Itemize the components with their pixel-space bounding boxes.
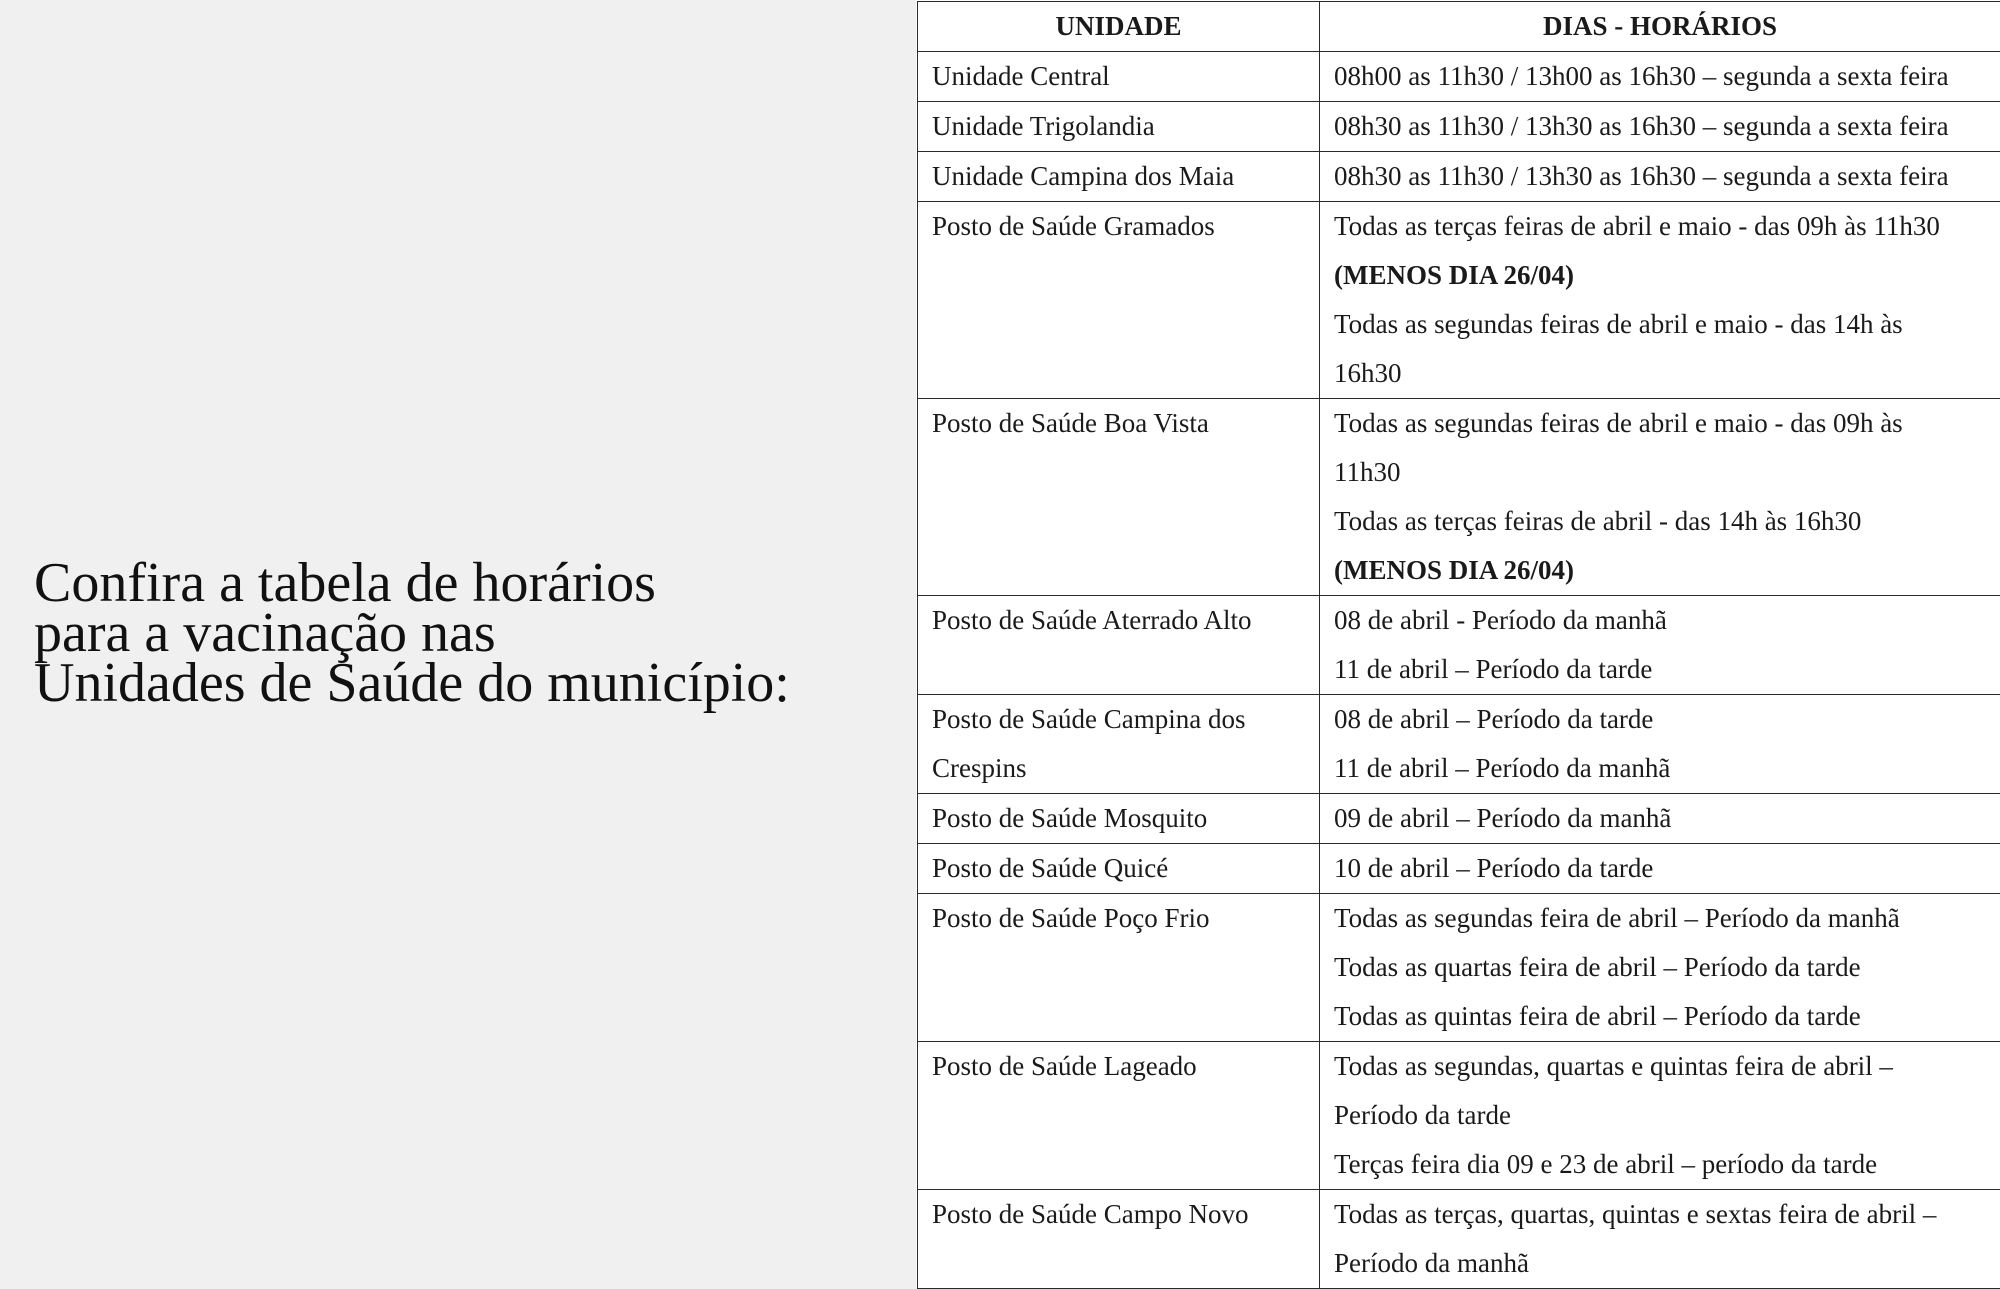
unidade-name-line: Posto de Saúde Quicé xyxy=(932,844,1305,893)
unidade-name-line: Posto de Saúde Campina dos xyxy=(932,695,1305,744)
cell-dias-horarios xyxy=(1320,152,2000,202)
schedule-exception-note: (MENOS DIA 26/04) xyxy=(1334,251,1986,300)
cell-dias-horarios xyxy=(1320,794,2000,844)
unidade-name-line: Posto de Saúde Campo Novo xyxy=(932,1190,1305,1239)
schedule-line: Todas as segundas feiras de abril e maio - das 09h às xyxy=(1334,399,1986,448)
schedule-line: 11h30 xyxy=(1334,448,1986,497)
cell-unidade xyxy=(918,1042,1320,1190)
cell-dias-horarios xyxy=(1320,1042,2000,1190)
headline-panel xyxy=(0,0,916,1288)
cell-dias-horarios xyxy=(1320,596,2000,695)
cell-dias-horarios xyxy=(1320,1190,2000,1289)
schedule-line: Terças feira dia 09 e 23 de abril – período da tarde xyxy=(1334,1140,1986,1189)
unidade-name-line: Crespins xyxy=(932,744,1305,793)
cell-dias-horarios xyxy=(1320,399,2000,596)
unidade-name-line: Posto de Saúde Aterrado Alto xyxy=(932,596,1305,645)
cell-unidade xyxy=(918,152,1320,202)
cell-dias-horarios xyxy=(1320,202,2000,399)
schedule-line: 10 de abril – Período da tarde xyxy=(1334,844,1986,893)
cell-unidade xyxy=(918,102,1320,152)
table-row xyxy=(918,399,2000,596)
table-row xyxy=(918,894,2000,1042)
unidade-name-line: Posto de Saúde Lageado xyxy=(932,1042,1305,1091)
table-row xyxy=(918,1190,2000,1289)
cell-dias-horarios xyxy=(1320,894,2000,1042)
column-header-unidade: UNIDADE xyxy=(918,2,1320,52)
headline xyxy=(34,558,914,708)
cell-unidade xyxy=(918,1190,1320,1289)
schedule-table-body xyxy=(918,52,2000,1289)
cell-dias-horarios xyxy=(1320,844,2000,894)
table-row xyxy=(918,202,2000,399)
unidade-name-line: Unidade Central xyxy=(932,52,1305,101)
cell-unidade xyxy=(918,894,1320,1042)
table-row xyxy=(918,1042,2000,1190)
cell-dias-horarios xyxy=(1320,102,2000,152)
schedule-table xyxy=(917,1,2000,1289)
schedule-panel xyxy=(916,0,2000,1288)
schedule-line: 09 de abril – Período da manhã xyxy=(1334,794,1986,843)
schedule-line: Todas as segundas, quartas e quintas feira de abril – xyxy=(1334,1042,1986,1091)
schedule-line: 08h00 as 11h30 / 13h00 as 16h30 – segunda a sexta feira xyxy=(1334,52,1986,101)
table-row xyxy=(918,102,2000,152)
table-row xyxy=(918,596,2000,695)
schedule-line: Todas as quartas feira de abril – Período da tarde xyxy=(1334,943,1986,992)
schedule-line: Todas as terças, quartas, quintas e sextas feira de abril – xyxy=(1334,1190,1986,1239)
cell-unidade xyxy=(918,52,1320,102)
table-row xyxy=(918,152,2000,202)
column-header-dias-horarios: DIAS - HORÁRIOS xyxy=(1320,2,2000,52)
schedule-line: 08h30 as 11h30 / 13h30 as 16h30 – segunda a sexta feira xyxy=(1334,102,1986,151)
schedule-line: Todas as segundas feiras de abril e maio - das 14h às xyxy=(1334,300,1986,349)
schedule-line: Período da tarde xyxy=(1334,1091,1986,1140)
headline-line: Confira a tabela de horários xyxy=(34,558,914,608)
cell-unidade xyxy=(918,399,1320,596)
cell-unidade xyxy=(918,596,1320,695)
schedule-line: Período da manhã xyxy=(1334,1239,1986,1288)
unidade-name-line: Unidade Campina dos Maia xyxy=(932,152,1305,201)
unidade-name-line: Unidade Trigolandia xyxy=(932,102,1305,151)
table-header-row xyxy=(918,2,2000,52)
schedule-line: 08 de abril – Período da tarde xyxy=(1334,695,1986,744)
schedule-line: Todas as segundas feira de abril – Período da manhã xyxy=(1334,894,1986,943)
schedule-line: Todas as terças feiras de abril - das 14h às 16h30 xyxy=(1334,497,1986,546)
schedule-line: 16h30 xyxy=(1334,349,1986,398)
unidade-name-line: Posto de Saúde Gramados xyxy=(932,202,1305,251)
schedule-line: 11 de abril – Período da manhã xyxy=(1334,744,1986,793)
table-row xyxy=(918,52,2000,102)
unidade-name-line: Posto de Saúde Mosquito xyxy=(932,794,1305,843)
cell-unidade xyxy=(918,695,1320,794)
cell-dias-horarios xyxy=(1320,695,2000,794)
headline-line: Unidades de Saúde do município: xyxy=(34,658,914,708)
cell-unidade xyxy=(918,202,1320,399)
cell-unidade xyxy=(918,844,1320,894)
table-row xyxy=(918,844,2000,894)
schedule-line: 08 de abril - Período da manhã xyxy=(1334,596,1986,645)
cell-dias-horarios xyxy=(1320,52,2000,102)
headline-line: para a vacinação nas xyxy=(34,608,914,658)
unidade-name-line: Posto de Saúde Poço Frio xyxy=(932,894,1305,943)
schedule-line: 08h30 as 11h30 / 13h30 as 16h30 – segunda a sexta feira xyxy=(1334,152,1986,201)
table-row xyxy=(918,794,2000,844)
schedule-line: Todas as quintas feira de abril – Período da tarde xyxy=(1334,992,1986,1041)
schedule-line: 11 de abril – Período da tarde xyxy=(1334,645,1986,694)
cell-unidade xyxy=(918,794,1320,844)
unidade-name-line: Posto de Saúde Boa Vista xyxy=(932,399,1305,448)
table-row xyxy=(918,695,2000,794)
schedule-exception-note: (MENOS DIA 26/04) xyxy=(1334,546,1986,595)
schedule-line: Todas as terças feiras de abril e maio - das 09h às 11h30 xyxy=(1334,202,1986,251)
